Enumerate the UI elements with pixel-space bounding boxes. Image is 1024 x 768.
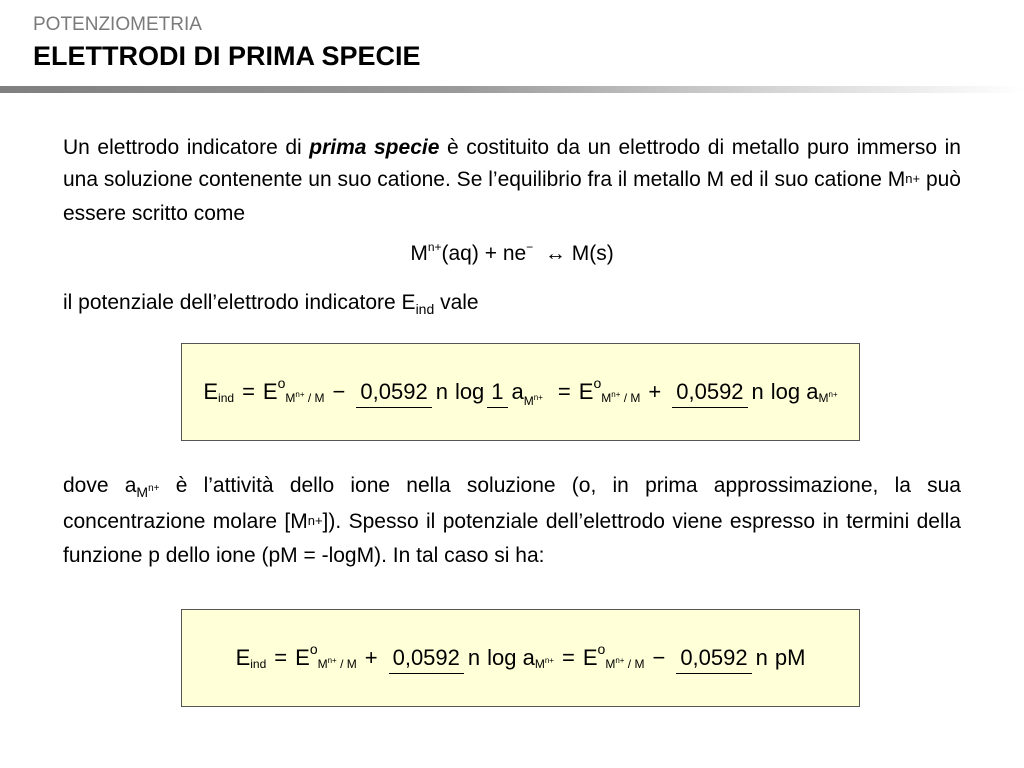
activity-paragraph: dove $a_{M^{n+}}$ è l’attività dello ione nella soluzione (o, in prima approssimazione, la sua concentrazione molare $[M^{n+}]$). Spesso il potenziale dell’elettrodo viene espresso in termini della funzione p dello ione (pM = -logM). In tal caso si ha: — [63, 474, 961, 567]
header-divider — [0, 86, 1024, 93]
pm-equation-box: E ind = E o $M^{n+}$ / M + 0,0592 n log a $M^{n+}$ = E o $M^{n+}$ / M − 0,0592 n pM — [181, 609, 860, 707]
equilibrium-arrow-icon: ↔ — [544, 242, 566, 265]
nernst-equation-box: E ind = E o $M^{n+}$ / M − 0,0592 n log 1 $a_{M^{n+}}$ = E o $M^{n+}$ / M + 0,0592 n log a $M^{n+}$ — [181, 343, 860, 441]
reaction-equation: $M^{n+}(aq) + ne^-$ ↔ M(s) — [410, 240, 614, 265]
intro-paragraph: Un elettrodo indicatore di prima specie è costituito da un elettrodo di metallo puro immerso in una soluzione contenente un suo catione. Se l’equilibrio fra il metallo M ed il suo catione $M^{n+}$ può essere scritto come — [63, 136, 961, 225]
emphasis-prima-specie: prima specie — [309, 136, 440, 159]
fraction-coefficient: 0,0592 n — [356, 379, 452, 405]
fraction-coefficient-3: 0,0592 n — [389, 645, 485, 671]
fraction-coefficient-4: 0,0592 n — [676, 645, 772, 671]
potential-paragraph: il potenziale dell’elettrodo indicatore $E_{ind}$ vale — [63, 291, 479, 317]
slide-title: ELETTRODI DI PRIMA SPECIE — [33, 41, 421, 71]
slide-subtitle: POTENZIOMETRIA — [33, 14, 202, 35]
fraction-inverse-activity: 1 $a_{M^{n+}}$ — [487, 379, 547, 405]
fraction-coefficient-2: 0,0592 n — [672, 379, 768, 405]
